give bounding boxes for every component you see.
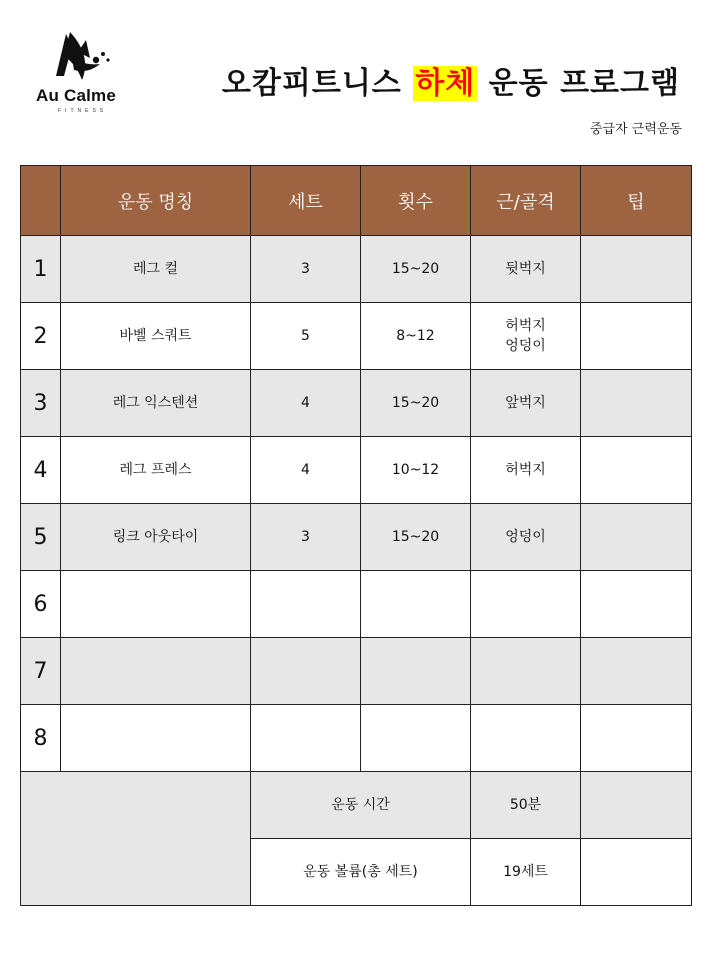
logo-name: Au Calme — [36, 86, 117, 105]
footer-row-time — [21, 772, 692, 839]
muscle-value — [471, 437, 581, 504]
tip-value — [581, 370, 692, 437]
sets-value: 3 — [251, 504, 361, 571]
exercise-name: 레그 익스텐션 — [61, 370, 251, 437]
time-tip-cell — [581, 772, 692, 839]
row-number: 6 — [21, 571, 61, 638]
tip-value — [581, 638, 692, 705]
muscle-line: 뒷벅지 — [505, 261, 546, 277]
exercise-name: 링크 아웃타이 — [61, 504, 251, 571]
muscle-line: 엉덩이 — [505, 529, 546, 545]
muscle-value — [471, 504, 581, 571]
muscle-line: 앞벅지 — [505, 395, 546, 411]
exercise-name: 레그 컬 — [61, 236, 251, 303]
muscle-value — [471, 571, 581, 638]
sets-value: 3 — [251, 236, 361, 303]
logo-subtitle: FITNESS — [58, 108, 108, 114]
sets-value: 4 — [251, 370, 361, 437]
muscle-line: 허벅지 — [505, 318, 546, 334]
muscle-value — [471, 303, 581, 370]
table-row — [21, 705, 692, 772]
title-highlight: 하체 — [415, 66, 476, 101]
volume-value: 19세트 — [471, 839, 581, 906]
table-row — [21, 504, 692, 571]
exercise-name — [61, 571, 251, 638]
table-row — [21, 236, 692, 303]
muscle-value — [471, 705, 581, 772]
exercise-name — [61, 705, 251, 772]
header-sets: 세트 — [251, 166, 361, 236]
reps-value: 15~20 — [361, 370, 471, 437]
exercise-table — [20, 165, 692, 906]
reps-value: 15~20 — [361, 504, 471, 571]
muscle-value — [471, 370, 581, 437]
muscle-line: 엉덩이 — [505, 338, 546, 354]
sets-value: 4 — [251, 437, 361, 504]
row-number: 3 — [21, 370, 61, 437]
time-label: 운동 시간 — [251, 772, 471, 839]
row-number: 8 — [21, 705, 61, 772]
reps-value — [361, 705, 471, 772]
reps-value: 15~20 — [361, 236, 471, 303]
row-number: 2 — [21, 303, 61, 370]
row-number: 1 — [21, 236, 61, 303]
muscle-value — [471, 638, 581, 705]
row-number: 5 — [21, 504, 61, 571]
table-row — [21, 571, 692, 638]
reps-value — [361, 638, 471, 705]
row-number: 4 — [21, 437, 61, 504]
page-title — [222, 58, 680, 102]
header-reps: 횟수 — [361, 166, 471, 236]
reps-value: 8~12 — [361, 303, 471, 370]
sets-value — [251, 638, 361, 705]
exercise-name: 바벨 스쿼트 — [61, 303, 251, 370]
logo-mark-icon — [52, 30, 122, 86]
header-number — [21, 166, 61, 236]
muscle-value — [471, 236, 581, 303]
sets-value — [251, 705, 361, 772]
volume-label: 운동 볼륨(총 세트) — [251, 839, 471, 906]
tip-value — [581, 303, 692, 370]
brand-logo — [32, 28, 142, 118]
exercise-name — [61, 638, 251, 705]
volume-tip-cell — [581, 839, 692, 906]
reps-value: 10~12 — [361, 437, 471, 504]
table-row — [21, 303, 692, 370]
sets-value: 5 — [251, 303, 361, 370]
time-value: 50분 — [471, 772, 581, 839]
muscle-line: 허벅지 — [505, 462, 546, 478]
header-exercise-name: 운동 명칭 — [61, 166, 251, 236]
footer-blank-cell — [21, 772, 251, 906]
table-row — [21, 638, 692, 705]
table-header-row — [21, 166, 692, 236]
sets-value — [251, 571, 361, 638]
tip-value — [581, 705, 692, 772]
tip-value — [581, 504, 692, 571]
row-number: 7 — [21, 638, 61, 705]
tip-value — [581, 571, 692, 638]
page-subtitle: 중급자 근력운동 — [589, 122, 682, 137]
tip-value — [581, 437, 692, 504]
title-prefix: 오캄피트니스 — [221, 66, 402, 101]
header-muscle: 근/골격 — [471, 166, 581, 236]
table-row — [21, 437, 692, 504]
title-suffix: 운동 프로그램 — [488, 66, 680, 101]
tip-value — [581, 236, 692, 303]
header-tip: 팁 — [581, 166, 692, 236]
table-row — [21, 370, 692, 437]
reps-value — [361, 571, 471, 638]
exercise-name: 레그 프레스 — [61, 437, 251, 504]
